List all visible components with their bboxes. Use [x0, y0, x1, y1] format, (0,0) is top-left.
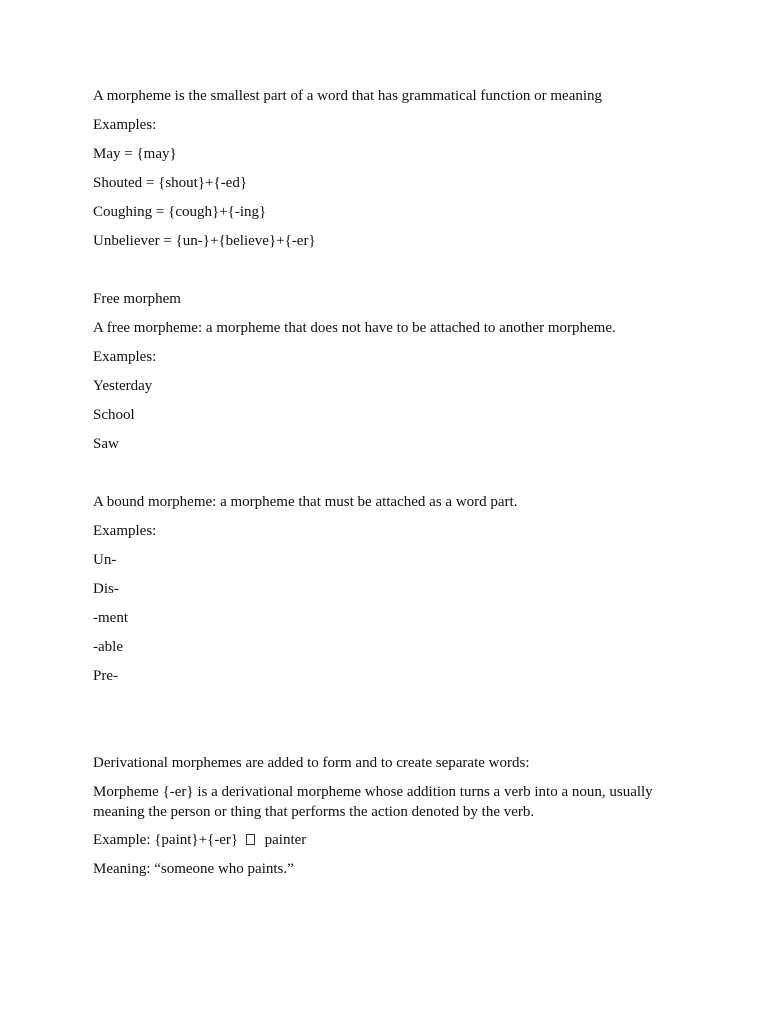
morpheme-definition: A morpheme is the smallest part of a word that has grammatical function or meaning: [93, 88, 603, 104]
free-morpheme-definition: A free morpheme: a morpheme that does not have to be attached to another morpheme.: [93, 320, 616, 336]
free-example-item: School: [93, 407, 135, 423]
free-morpheme-heading: Free morphem: [93, 291, 181, 307]
free-example-item: Yesterday: [93, 378, 153, 394]
bound-example-item: Pre-: [93, 668, 118, 684]
bound-morpheme-definition: A bound morpheme: a morpheme that must be attached as a word part.: [93, 494, 518, 510]
missing-glyph-box-icon: [246, 834, 255, 845]
meaning-line: Meaning: “someone who paints.”: [93, 861, 294, 877]
example-painter-result: painter: [264, 832, 307, 848]
examples-label: Examples:: [93, 349, 157, 365]
bound-example-item: Dis-: [93, 581, 119, 597]
bound-example-item: Un-: [93, 552, 117, 568]
example-shouted: Shouted = {shout}+{-ed}: [93, 175, 248, 191]
example-painter: [93, 830, 306, 850]
example-unbeliever: Unbeliever = {un-}+{believe}+{-er}: [93, 233, 316, 249]
examples-label: Examples:: [93, 523, 157, 539]
derivational-er-description: Morpheme {-er} is a derivational morpheme whose addition turns a verb into a noun, usually meaning the person or thing that performs the action denoted by the verb.: [93, 784, 653, 820]
examples-label: Examples:: [93, 117, 157, 133]
example-may: May = {may}: [93, 146, 177, 162]
example-coughing: Coughing = {cough}+{-ing}: [93, 204, 267, 220]
example-painter-prefix: Example: {paint}+{-er}: [93, 832, 239, 848]
derivational-intro: Derivational morphemes are added to form and to create separate words:: [93, 755, 530, 771]
bound-example-item: -able: [93, 639, 123, 655]
bound-example-item: -ment: [93, 610, 128, 626]
free-example-item: Saw: [93, 436, 119, 452]
